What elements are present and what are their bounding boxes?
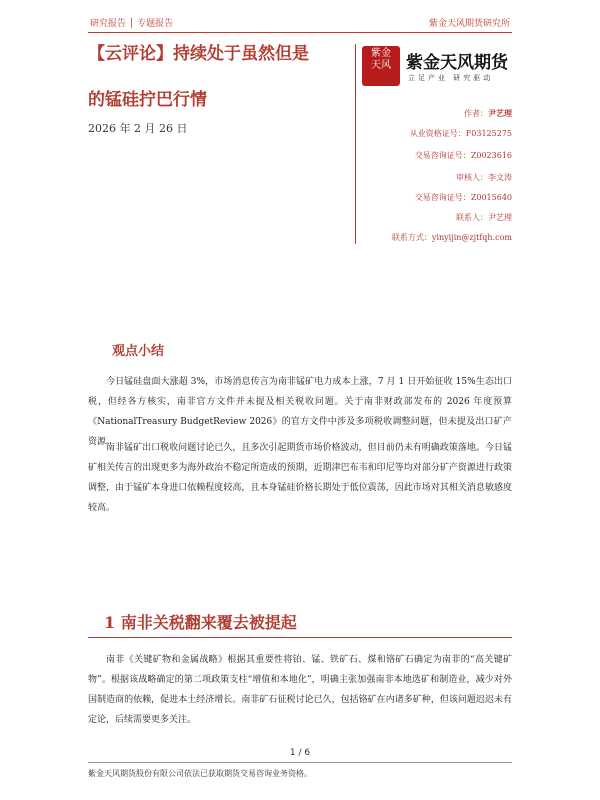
header-breadcrumb: 研究报告 │ 专题报告 bbox=[90, 19, 174, 29]
info-reviewer-consult-id: 交易咨询证号：Z0015640 bbox=[414, 193, 512, 202]
summary-paragraph-1: 今日锰硅盘面大涨超 3%，市场消息传言为南非锰矿电力成本上涨，7 月 1 日开始征收 15%生态出口税，但经各方核实，南非官方文件并未提及相关税收问题。关于南非财政部发布的 2026 年度预算《NationalTreasury BudgetReview 2026》的官方文件中涉及多项税收调整问题，但未提及出口矿产资源。 bbox=[88, 377, 512, 447]
info-reviewer: 审核人：李文涛 bbox=[456, 173, 512, 182]
info-author: 作者：尹艺理 bbox=[464, 108, 512, 118]
section-1-heading: 1 南非关税翻来覆去被提起 bbox=[104, 613, 297, 632]
section-divider bbox=[88, 637, 512, 638]
header-institute: 紫金天风期货研究所 bbox=[428, 19, 510, 29]
report-title-line2: 的锰硅拧巴行情 bbox=[88, 90, 207, 110]
summary-heading: 观点小结 bbox=[112, 344, 165, 359]
summary-paragraph-2: 南非锰矿出口税收问题讨论已久，且多次引起期货市场价格波动，但目前仍未有明确政策落地。今日锰矿相关传言的出现更多为海外政治不稳定所造成的预期，近期津巴布韦和印尼等均对部分矿产资源进行政策调整，由于锰矿本身进口依赖程度较高，且本身锰硅价格长期处于低位震荡，因此市场对其相关消息敏感度较高。 bbox=[88, 443, 512, 513]
footer-disclaimer: 紫金天风期货股份有限公司依法已获取期货交易咨询业务资格。 bbox=[88, 769, 312, 778]
info-contact-email[interactable]: 联系方式：yinyijin@zjtfqh.com bbox=[391, 233, 512, 242]
header-divider bbox=[88, 32, 512, 33]
info-consult-id: 交易咨询证号：Z0023616 bbox=[414, 151, 512, 160]
report-date: 2026 年 2 月 26 日 bbox=[88, 122, 188, 135]
company-logo bbox=[362, 44, 522, 90]
report-title-line1: 【云评论】持续处于虽然但是 bbox=[88, 44, 309, 64]
logo-name: 紫金天风期货 bbox=[406, 53, 508, 73]
page-number: 1 / 6 bbox=[289, 748, 311, 758]
info-qualification: 从业资格证号：F03125275 bbox=[409, 129, 512, 138]
seal-icon: 紫金 天风 bbox=[362, 46, 400, 86]
footer-divider bbox=[88, 762, 512, 763]
section-1-paragraph: 南非《关键矿物和金属战略》根据其重要性将铂、锰、铁矿石、煤和铬矿石确定为南非的“高关键矿物”。根据该战略确定的第二项政策支柱“增值和本地化”，明确主张加强南非本地选矿和制造业，减少对外国制造商的依赖，促进本土经济增长。南非矿石征税讨论已久，包括铬矿在内诸多矿种，但该问题迟迟未有定论，后续需要更多关注。 bbox=[88, 655, 512, 725]
logo-slogan: 立足产业 研究驱动 bbox=[408, 74, 494, 82]
info-contact: 联系人：尹艺理 bbox=[456, 213, 512, 222]
